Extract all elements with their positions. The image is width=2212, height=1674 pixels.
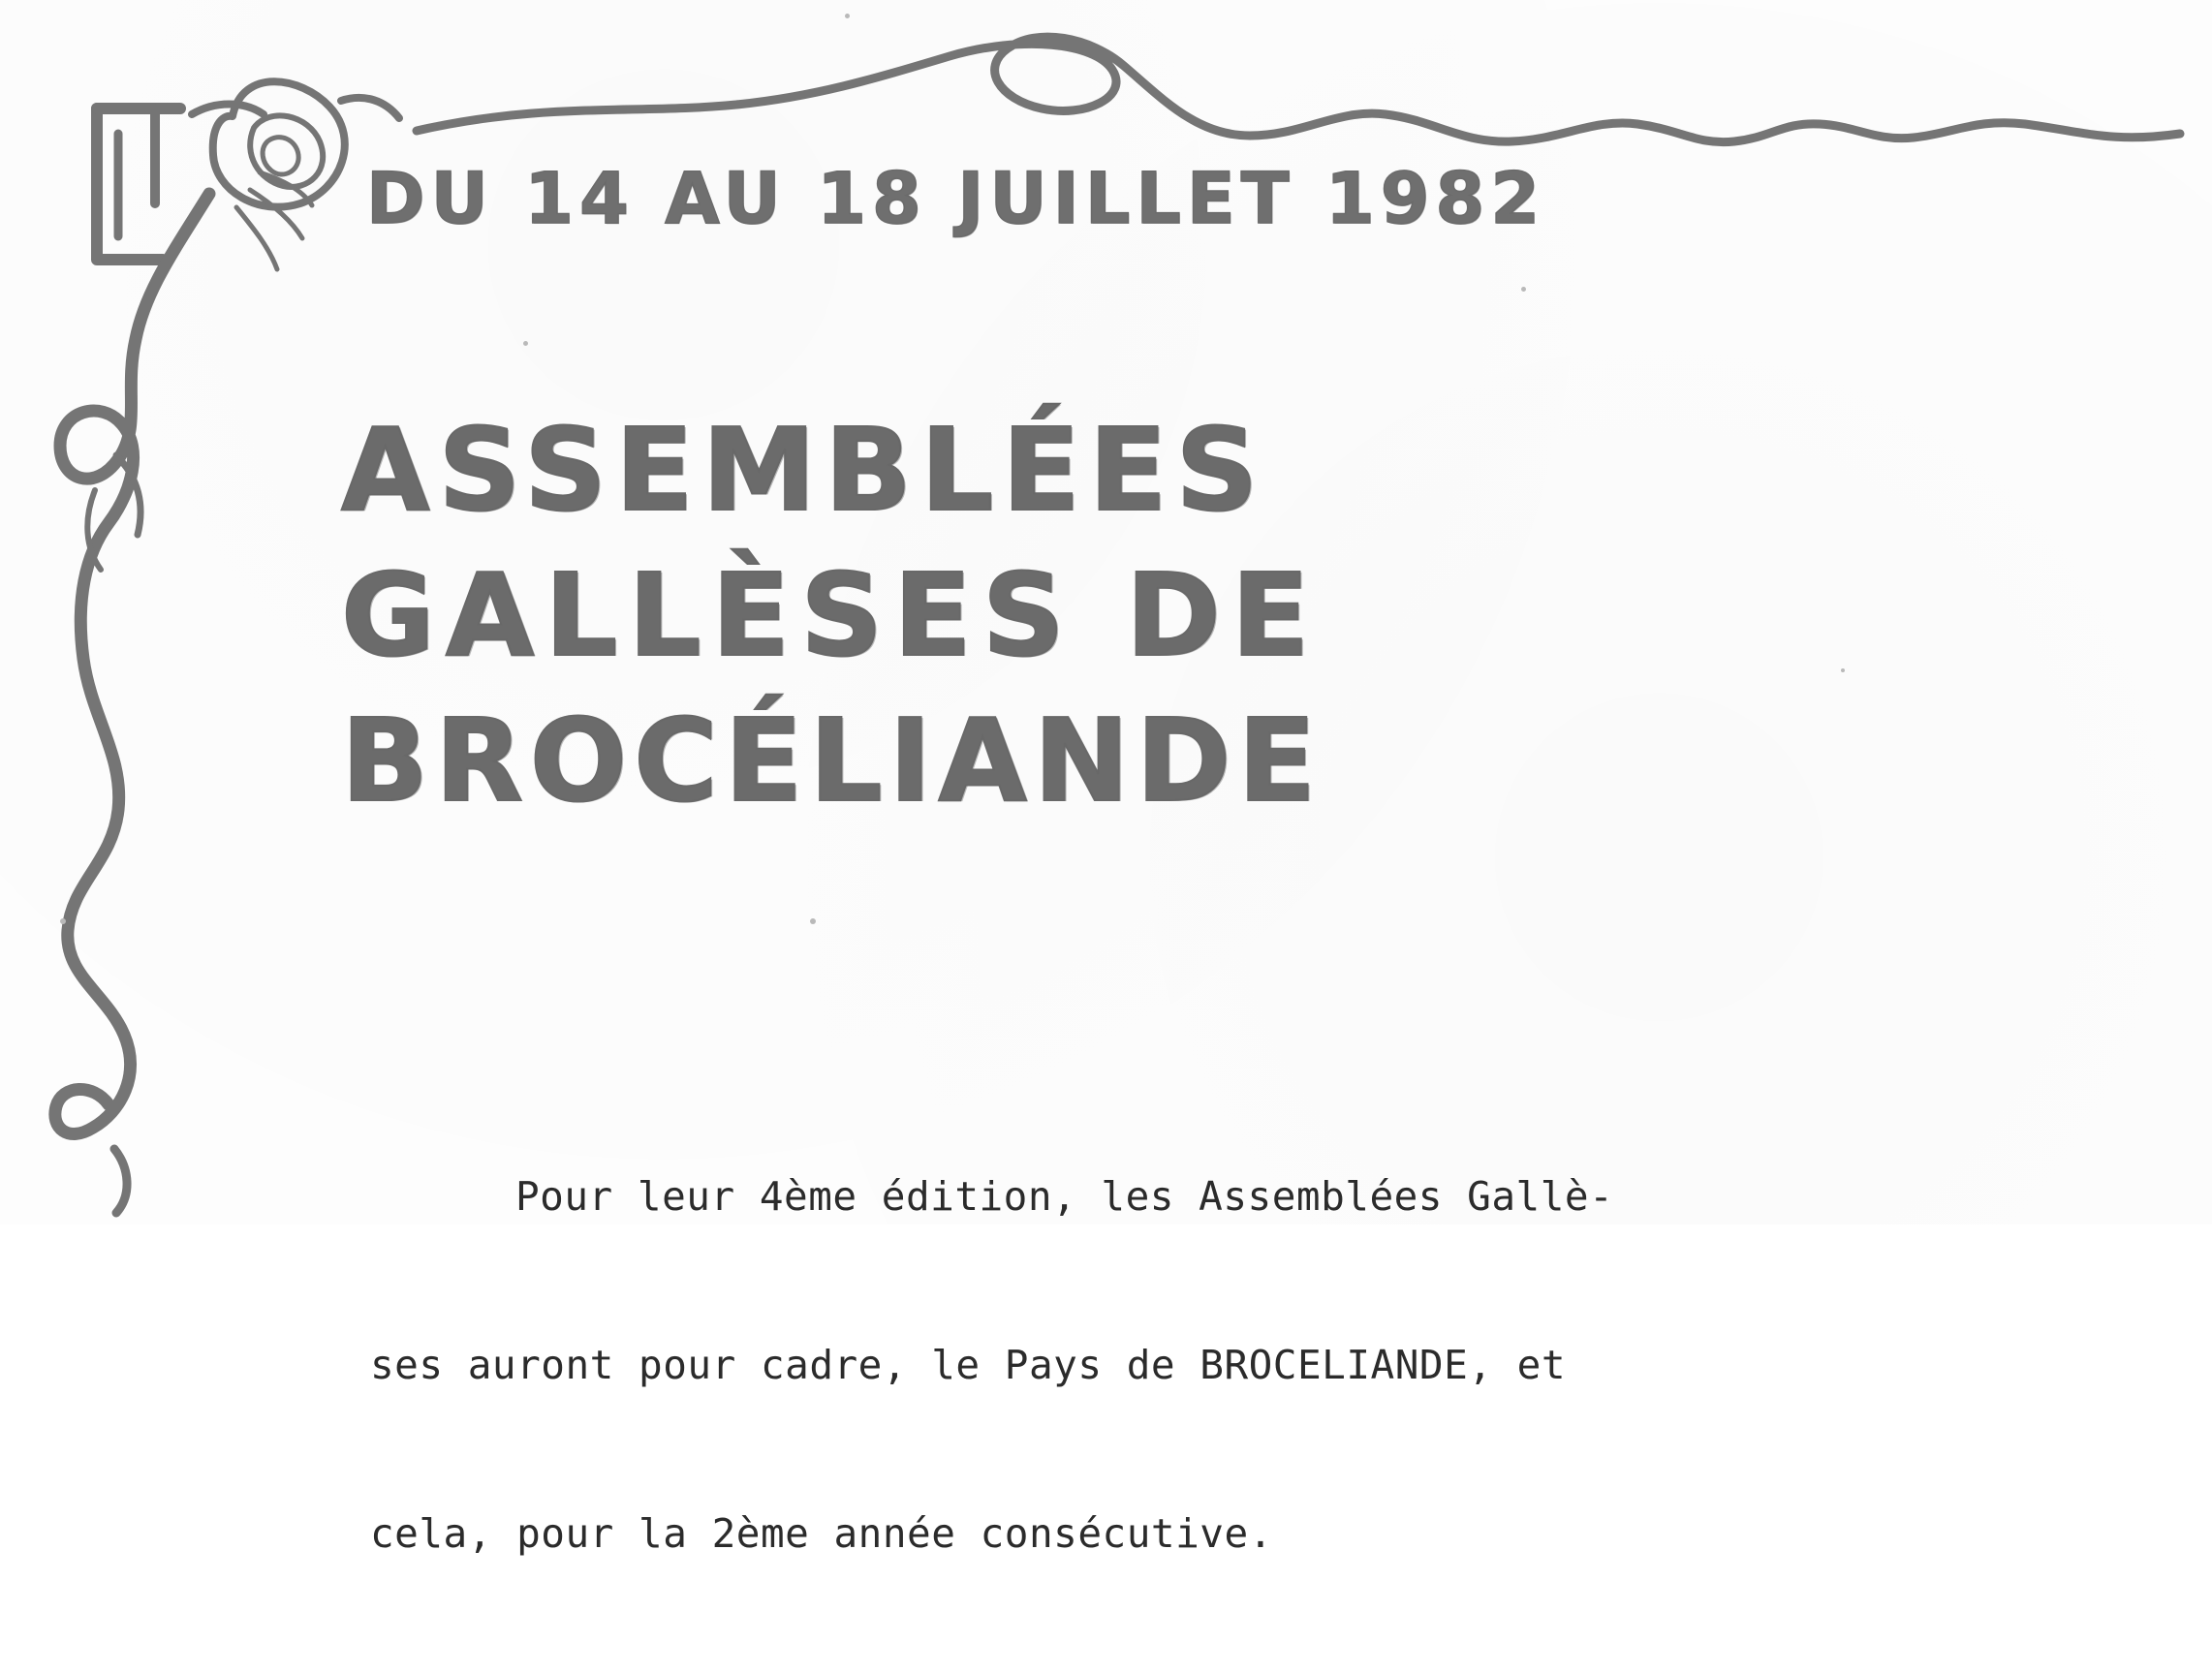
paragraph-line-1-text: Pour leur 4ème édition, les Assemblées Gallè-	[515, 1173, 1614, 1220]
title-line-2: GALLÈSES DE	[341, 548, 1321, 682]
event-dateline: DU 14 AU 18 JUILLET 1982	[366, 158, 1546, 240]
scan-speck	[810, 918, 816, 924]
title-line-3: BROCÉLIANDE	[341, 694, 1324, 827]
paragraph-line-3: cela, pour la 2ème année consécutive.	[370, 1510, 1273, 1557]
scan-speck	[845, 14, 850, 18]
paragraph-line-1	[370, 1168, 1746, 1224]
page-title	[341, 397, 1717, 833]
title-line-1: ASSEMBLÉES	[341, 403, 1267, 537]
scan-speck	[523, 341, 528, 346]
scan-speck	[1841, 668, 1845, 672]
paragraph-line-2: ses auront pour cadre, le Pays de BROCELIANDE, et	[370, 1342, 1567, 1388]
scan-speck	[1521, 287, 1526, 292]
intro-paragraph	[370, 1056, 1746, 1674]
scan-speck	[60, 918, 66, 924]
